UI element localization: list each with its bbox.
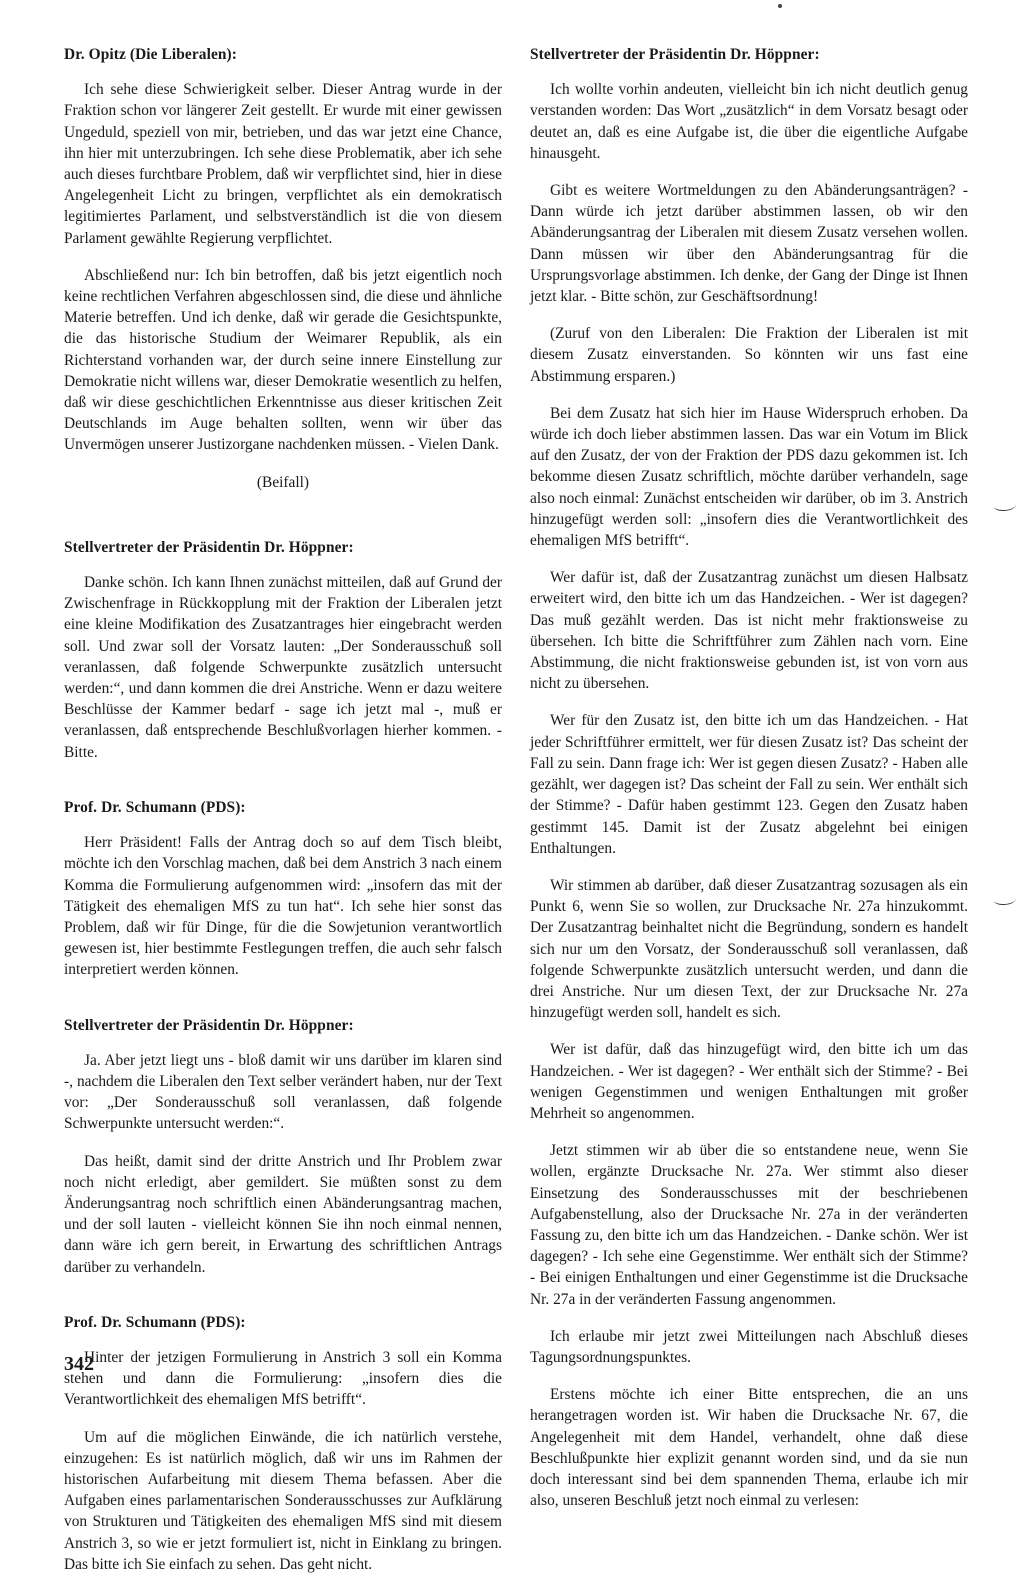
- speech-paragraph: Ich wollte vorhin andeuten, vielleicht bin ich nicht deutlich genug verstanden worden: Das Wort „zusätzlich“ in dem Vorsatz besagt oder deutet an, daß es eine Aufgabe ist, die über die eigentliche Aufgabe hinausgeht.: [530, 81, 968, 162]
- speech-block-hoeppner: [64, 1015, 502, 1278]
- speech-paragraph: Bei dem Zusatz hat sich hier im Hause Widerspruch erhoben. Da würde ich doch lieber abstimmen lassen. Das war ein Votum im Blick auf den Zusatz, der von der Fraktion der PDS dazu gekommen ist. Ich bekomme diesen Zusatz schriftlich, möchte darüber verhandeln, sage also noch einmal: Zunächst entscheiden wir darüber, ob im 3. Anstrich hinzugefügt werden soll: „insofern dies die Verantwortlichkeit des ehemaligen MfS betrifft“.: [530, 404, 968, 550]
- speech-paragraph: Hinter der jetzigen Formulierung in Anstrich 3 soll ein Komma stehen und dann die Formulierung: „insofern dies die Verantwortlichkeit des ehemaligen MfS betrifft“.: [64, 1348, 502, 1409]
- speech-paragraph: Wer ist dafür, daß das hinzugefügt wird, den bitte ich um das Handzeichen. - Wer ist dagegen? - Wer enthält sich der Stimme? - Bei wenigen Gegenstimmen und wenigen Enthaltungen mit großer Mehrheit so angenommen.: [530, 1041, 968, 1122]
- speech-paragraph: Wer dafür ist, daß der Zusatzantrag zunächst um diesen Halbsatz erweitert wird, den bitte ich um das Handzeichen. - Wer ist dagegen? Das muß gezählt werden. Das ist nicht mehr fraktionsweise zu übersehen. Ich bitte die Schriftführer zum Zählen nach vorn. Eine Abstimmung, die nicht fraktionsweise gebunden ist, ist von vorn aus nicht zu übersehen.: [530, 569, 968, 693]
- speech-paragraph: Gibt es weitere Wortmeldungen zu den Abänderungsanträgen? - Dann würde ich jetzt darüber abstimmen lassen, ob wir den Abänderungsantrag der Liberalen mit diesem Zusatz versehen wollen. Dann müssen wir über den Abänderungsantrag für die Ursprungsvorlage abstimmen. Ich denke, der Gang der Dinge ist Ihnen jetzt klar. - Bitte schön, zur Geschäftsordnung!: [530, 182, 968, 306]
- speech-block-schumann: [64, 797, 502, 981]
- speaker-heading: Stellvertreter der Präsidentin Dr. Höppner:: [64, 538, 354, 556]
- speech-paragraph: Herr Präsident! Falls der Antrag doch so auf dem Tisch bleibt, möchte ich den Vorschlag machen, daß bei dem Anstrich 3 nach einem Komma die Formulierung aufgenommen wird: „insofern das mit der Tätigkeit des ehemaligen MfS zu tun hat“. Ich sehe hier sonst das Problem, daß wir für Dinge, für die die Sowjetunion verantwortlich gewesen ist, hier bestimmte Festlegungen treffen, die auch sehr falsch interpretiert werden können.: [64, 834, 502, 979]
- speech-block-hoeppner: [530, 44, 968, 1511]
- speech-paragraph: Danke schön. Ich kann Ihnen zunächst mitteilen, daß auf Grund der Zwischenfrage in Rückkopplung mit der Fraktion der Liberalen jetzt eine kleine Modifikation des Zusatzantrages hier eingebracht werden soll. Und zwar soll der Vorsatz lauten: „Der Sonderausschuß soll veranlassen, daß folgende Schwerpunkte zusätzlich untersucht werden:“, und dann kommen die drei Anstriche. Wenn er dazu weitere Beschlüsse der Kammer bedarf - sage ich jetzt mal -, muß er veranlassen, daß entsprechende Beschlußvorlagen hierher kommen. - Bitte.: [64, 574, 502, 761]
- speech-block-opitz: [64, 44, 502, 493]
- speech-paragraph: Wer für den Zusatz ist, den bitte ich um das Handzeichen. - Hat jeder Schriftführer ermittelt, wer für diesen Zusatz ist? Das scheint der Fall zu sein. Dann frage ich: Wer ist gegen diesen Zusatz? - Haben alle gezählt, wer dagegen ist? Das scheint der Fall zu sein. Wer enthält sich der Stimme? - Dafür haben gestimmt 123. Gegen den Zusatz haben gestimmt 145. Damit ist der Zusatz abgelehnt bei einigen Enthaltungen.: [530, 712, 968, 857]
- speech-paragraph: Das heißt, damit sind der dritte Anstrich und Ihr Problem zwar noch nicht erledigt, aber gemildert. Sie müßten sonst zu dem Änderungsantrag noch schriftlich einen Abänderungsantrag machen, und der soll lauten - vielleicht können Sie ihn noch einmal nennen, dann wäre ich gern bereit, in Erwartung des schriftlichen Antrags darüber zu verhandeln.: [64, 1152, 502, 1276]
- speech-paragraph: Um auf die möglichen Einwände, die ich natürlich verstehe, einzugehen: Es ist natürlich möglich, daß wir uns im Rahmen der historischen Aufarbeitung mit diesem Thema befassen. Aber die Aufgaben eines parlamentarischen Sonderausschusses zur Aufklärung von Strukturen und Tätigkeiten des ehemaligen MfS sind mit diesem Anstrich 3, so wie er jetzt formuliert ist, nicht in Einklang zu bringen. Das bitte ich Sie einfach zu sehen. Das geht nicht.: [64, 1428, 502, 1573]
- margin-mark: [994, 500, 1016, 511]
- speech-paragraph: Ich sehe diese Schwierigkeit selber. Dieser Antrag wurde in der Fraktion schon vor längerer Zeit gestellt. Er wurde mit einer gewissen Ungeduld, speziell von mir, betrieben, und das war jetzt eine Chance, ihn hier mit unterzubringen. Ich sehe diese Problematik, aber ich sehe auch dieses furchtbare Problem, daß wir verpflichtet sind, hier in diese Angelegenheit Licht zu bringen, verpflichtet als ein demokratisch legitimiertes Parlament, und selbstverständlich ist die von diesem Parlament gewählte Regierung verpflichtet.: [64, 81, 502, 247]
- speech-paragraph: Jetzt stimmen wir ab über die so entstandene neue, wenn Sie wollen, ergänzte Drucksache Nr. 27a. Wer stimmt also dieser Einsetzung des Sonderausschusses mit der beschriebenen Aufgabenstellung, also der Drucksache Nr. 27a in der veränderten Fassung zu, den bitte ich um das Handzeichen. - Danke schön. Wer ist dagegen? - Ich sehe eine Gegenstimme. Wer enthält sich der Stimme? - Bei einigen Enthaltungen und einer Gegenstimme ist die Drucksache Nr. 27a in der veränderten Fassung angenommen.: [530, 1142, 968, 1308]
- applause-note: (Beifall): [256, 473, 310, 491]
- speech-block-schumann: [64, 1312, 502, 1575]
- speaker-heading: Prof. Dr. Schumann (PDS):: [64, 1313, 246, 1331]
- right-column: [530, 44, 968, 1527]
- speaker-heading: Prof. Dr. Schumann (PDS):: [64, 798, 246, 816]
- speaker-heading: Stellvertreter der Präsidentin Dr. Höppner:: [530, 46, 820, 63]
- speech-block-hoeppner: [64, 537, 502, 763]
- speech-paragraph: Wir stimmen ab darüber, daß dieser Zusatzantrag sozusagen als ein Punkt 6, wenn Sie so wollen, zur Drucksache Nr. 27a hinzukommt. Der Zusatzantrag beinhaltet nicht die Begründung, sondern es handelt sich nur um den Vorsatz, der Sonderausschuß soll veranlassen, daß folgende Schwerpunkte zusätzlich untersucht werden, und dann die drei Anstriche. Nur um diesen Text, der zur Drucksache Nr. 27a hinzugefügt werden soll, handelt es sich.: [530, 876, 968, 1022]
- speech-paragraph: Ich erlaube mir jetzt zwei Mitteilungen nach Abschluß dieses Tagungsordnungspunktes.: [530, 1327, 968, 1366]
- scan-dot: [778, 4, 782, 8]
- interjection-paragraph: (Zuruf von den Liberalen: Die Fraktion der Liberalen ist mit diesem Zusatz einverstanden. So könnten wir uns fast eine Abstimmung ersparen.): [530, 325, 968, 385]
- speech-paragraph: Erstens möchte ich einer Bitte entsprechen, die an uns herangetragen worden ist. Wir haben die Drucksache Nr. 67, die Angelegenheit mit dem Handel, verhandelt, ohne daß diese Beschlußpunkte hier explizit genannt worden sind, und da sie nun doch interessant sind bei dem spannenden Thema, erlaube ich mir also, unseren Beschluß jetzt noch einmal zu verlesen:: [530, 1386, 968, 1510]
- left-column: [64, 44, 502, 1591]
- speaker-heading: Stellvertreter der Präsidentin Dr. Höppner:: [64, 1016, 354, 1034]
- margin-mark: [994, 894, 1016, 905]
- page-number: 342: [64, 1353, 94, 1375]
- speech-paragraph: Ja. Aber jetzt liegt uns - bloß damit wir uns darüber im klaren sind -, nachdem die Liberalen den Text selber verändert haben, nur der Text vor: „Der Sonderausschuß soll veranlassen, daß folgende Schwerpunkte untersucht werden:“.: [64, 1051, 502, 1133]
- speaker-heading: Dr. Opitz (Die Liberalen):: [64, 46, 238, 63]
- speech-paragraph: Abschließend nur: Ich bin betroffen, daß bis jetzt eigentlich noch keine rechtlichen Verfahren abgeschlossen sind, die diese und ähnliche Materie betreffen. Und ich denke, daß wir gerade die Gesichtspunkte, die das historische Studium der Weimarer Republik, als ein Richterstand vorhanden war, der durch seine innere Einstellung zur Demokratie nicht willens war, dieser Demokratie wesentlich zu helfen, daß wir diese geschichtlichen Erkenntnisse aus dieser kritischen Zeit Deutschlands im Auge behalten sollten, wenn wir über das Unvermögen unserer Justizorgane nachdenken müssen. - Vielen Dank.: [64, 266, 502, 454]
